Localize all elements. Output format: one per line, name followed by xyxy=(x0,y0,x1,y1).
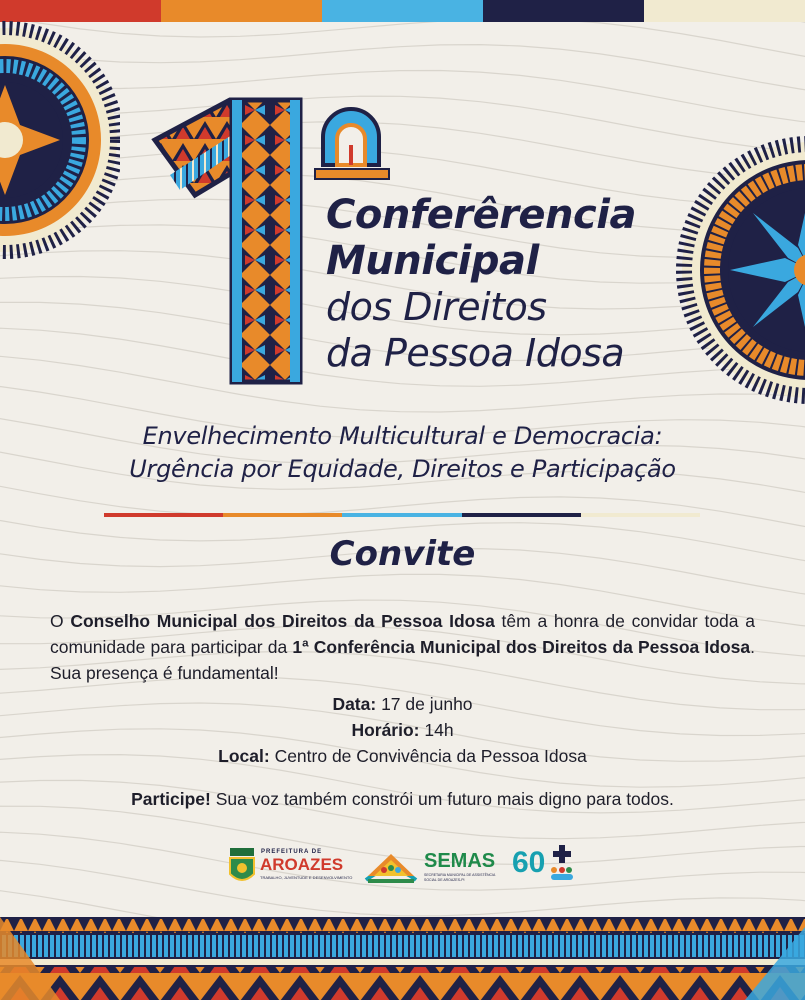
stripe-navy xyxy=(483,0,644,22)
people-icon xyxy=(548,866,574,882)
semas-house-icon xyxy=(362,846,420,886)
closing-text: Sua voz também constrói um futuro mais digno para todos. xyxy=(210,789,674,809)
left-pattern-circle xyxy=(0,10,120,270)
invite-heading: Convite xyxy=(329,534,476,574)
invite-paragraph xyxy=(50,608,755,686)
divider-navy xyxy=(462,513,581,517)
semas-name: SEMAS xyxy=(424,850,496,872)
title-line-municipal: Municipal xyxy=(326,238,539,284)
invite-text-start: O xyxy=(50,611,71,631)
invite-text-end: . Sua presença é fundamental! xyxy=(50,637,755,683)
divider-blue xyxy=(342,513,461,517)
date-value: 17 de junho xyxy=(376,694,473,714)
stripe-orange xyxy=(161,0,322,22)
plus-icon xyxy=(552,844,572,864)
wave-line xyxy=(0,22,805,29)
place-value: Centro de Convivência da Pessoa Idosa xyxy=(269,746,587,766)
top-color-stripe xyxy=(0,0,805,22)
place-label: Local: xyxy=(218,746,270,766)
place-line xyxy=(0,746,805,767)
closing-line xyxy=(0,789,805,810)
wave-line xyxy=(0,38,805,95)
theme-line-2: Urgência por Equidade, Direitos e Participação xyxy=(129,455,676,483)
date-line xyxy=(0,694,805,715)
divider-cream xyxy=(581,513,700,517)
aroazes-crest-icon xyxy=(228,846,256,886)
bottom-pattern-strip xyxy=(0,917,805,1000)
council-name: Conselho Municipal dos Direitos da Pessoa Idosa xyxy=(70,611,495,631)
color-divider xyxy=(104,513,700,517)
prefeitura-name: AROAZES xyxy=(260,855,344,874)
divider-orange xyxy=(223,513,342,517)
wave-line xyxy=(0,22,805,63)
title-line-conferencia: Conferêrencia xyxy=(326,192,636,238)
wave-line xyxy=(0,66,805,126)
prefeitura-sub: TRABALHO, JUVENTUDE E DESENVOLVIMENTO xyxy=(260,875,353,880)
theme-subtitle xyxy=(40,420,765,486)
sixty-plus-logo xyxy=(512,840,576,890)
theme-line-1: Envelhecimento Multicultural e Democracia: xyxy=(142,422,663,450)
time-label: Horário: xyxy=(351,720,420,740)
prefeitura-aroazes-logo xyxy=(228,840,353,890)
wave-line xyxy=(0,891,805,917)
semas-sub: SECRETARIA MUNICIPAL DE ASSISTÊNCIA SOCIAL DE AROAZES-PI xyxy=(424,873,496,882)
sponsor-logos xyxy=(0,840,805,890)
prefeitura-top-label: PREFEITURA DE xyxy=(261,849,323,855)
stripe-cream xyxy=(644,0,805,22)
semas-logo xyxy=(362,840,502,890)
title-line-pessoa-idosa: da Pessoa Idosa xyxy=(326,331,625,375)
time-value: 14h xyxy=(419,720,454,740)
wave-line xyxy=(0,486,805,533)
event-title xyxy=(326,192,746,376)
closing-bold: Participe! xyxy=(131,789,211,809)
invite-text-middle: têm a honra de convidar toda a comunidade para participar da xyxy=(50,611,755,657)
stripe-blue xyxy=(322,0,483,22)
sixty-number: 60 xyxy=(512,846,546,879)
title-line-direitos: dos Direitos xyxy=(326,285,547,329)
time-line xyxy=(0,720,805,741)
divider-red xyxy=(104,513,223,517)
conference-name: 1ª Conferência Municipal dos Direitos da Pessoa Idosa xyxy=(292,637,751,657)
date-label: Data: xyxy=(332,694,377,714)
